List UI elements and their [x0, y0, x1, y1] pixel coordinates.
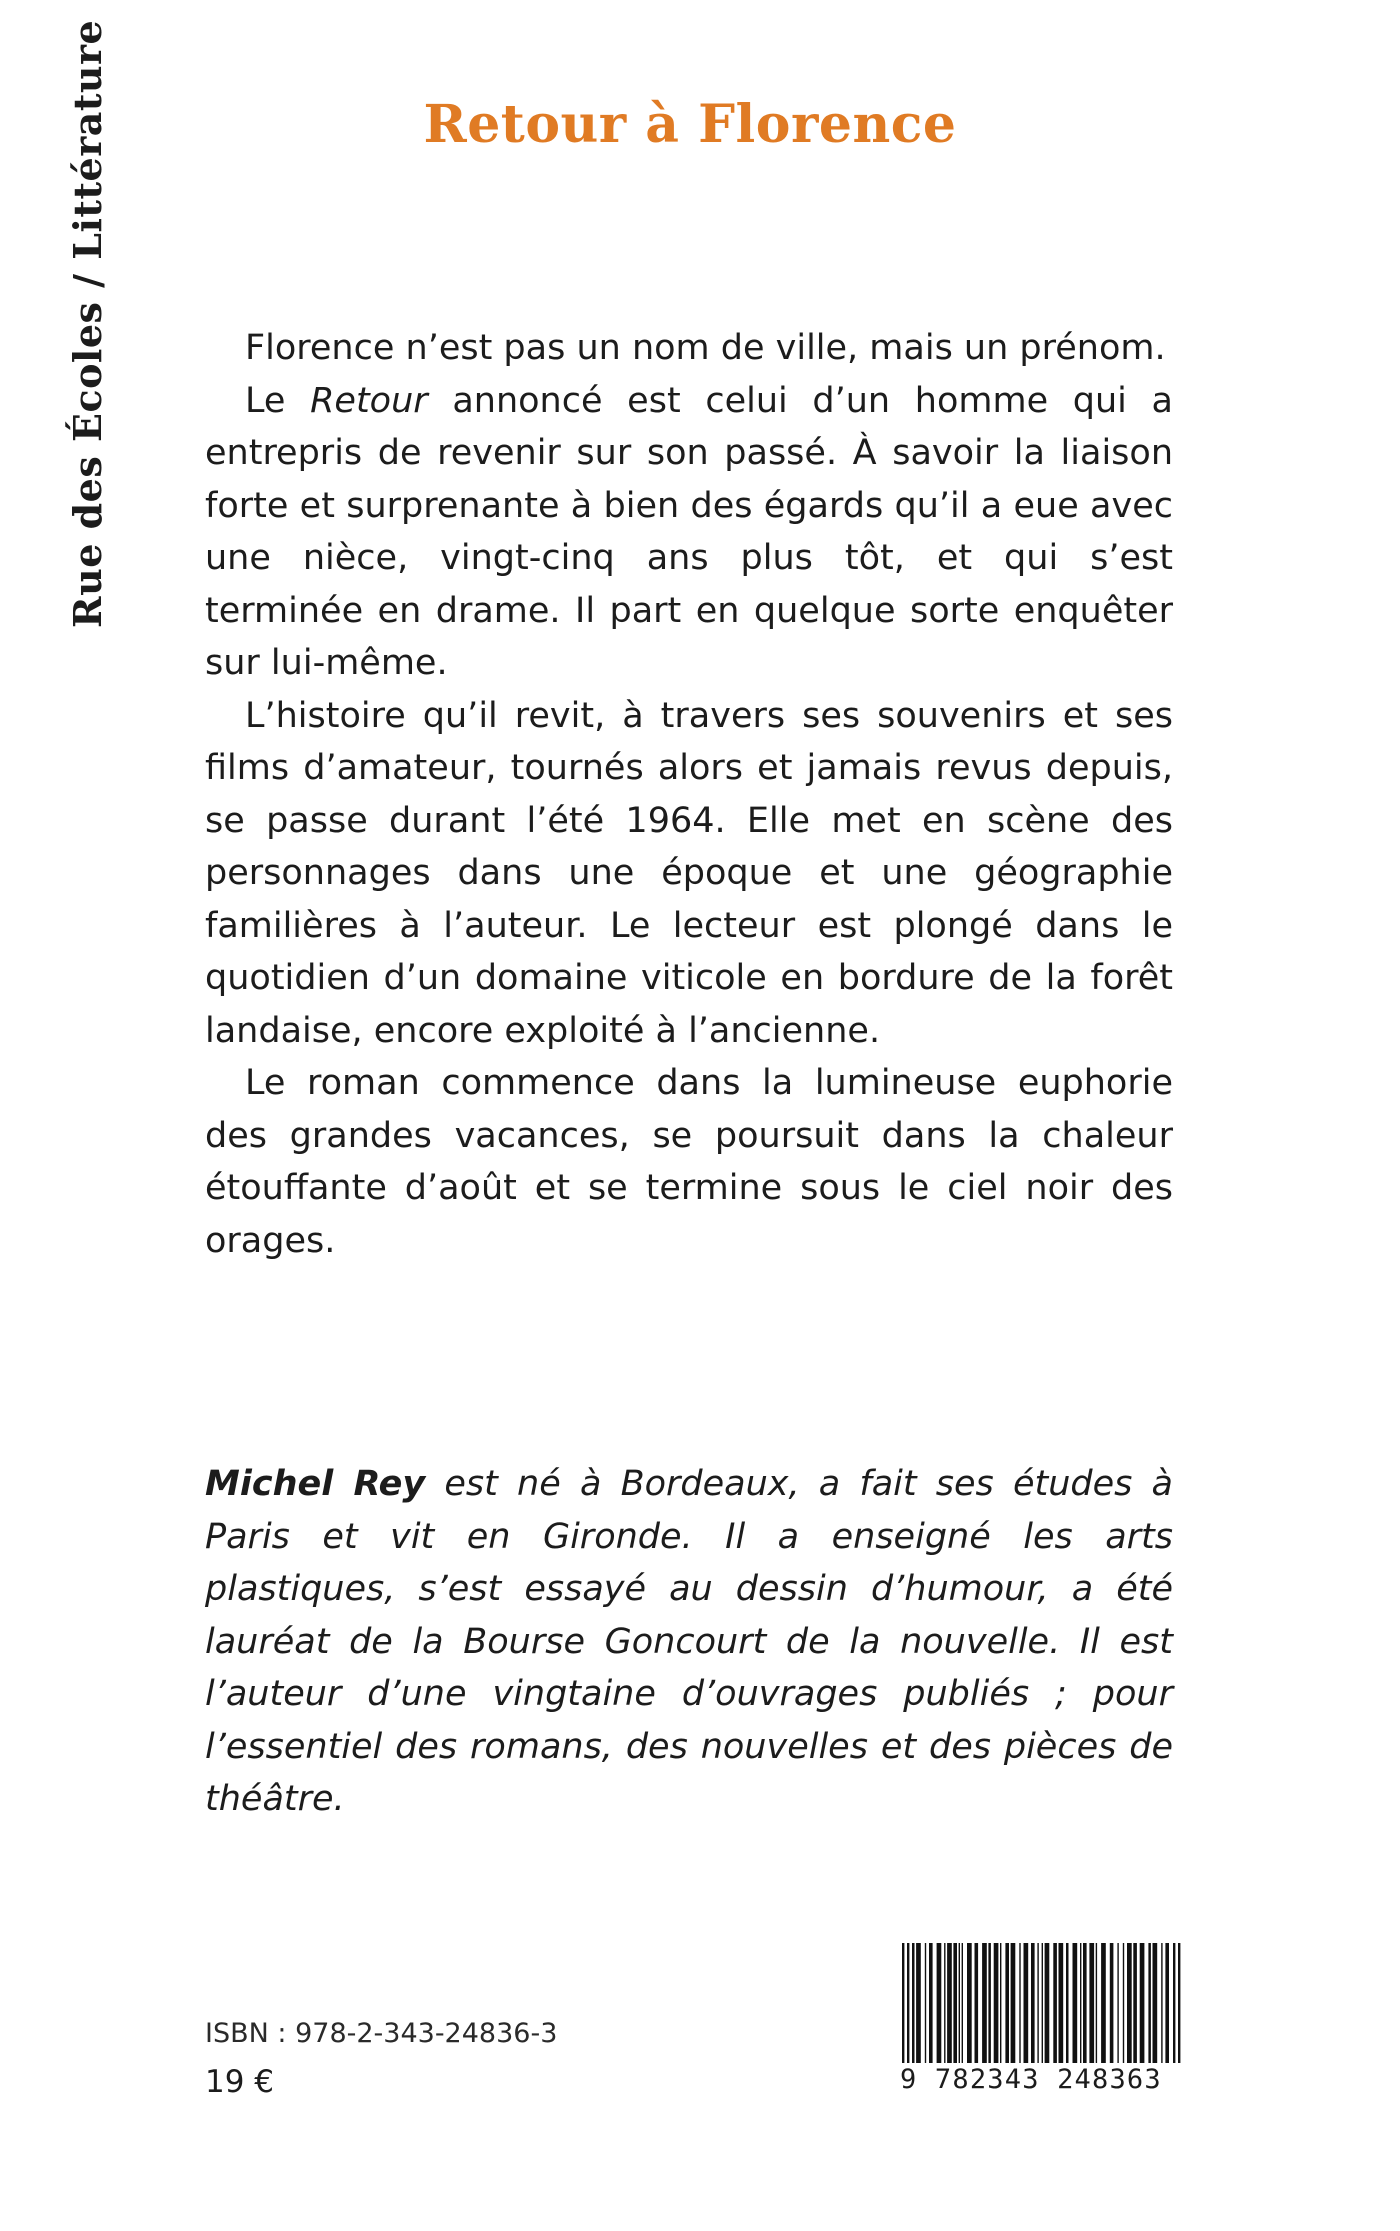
barcode-bar [1037, 1943, 1038, 2063]
blurb-paragraph-2-rest: annoncé est celui d’un homme qui a entrepris de revenir sur son passé. À savoir la liaison forte et surprenante à bien des égards qu’il a eue avec une nièce, vingt-cinq ans plus tôt, et qui s’est terminée en drame. Il part en quelque sorte enquêter sur lui-même. [205, 380, 1174, 683]
barcode-digits: 9 782343 248363 [898, 2063, 1190, 2097]
barcode-bar [1011, 1943, 1016, 2063]
blurb-paragraph-2-start: Le [245, 380, 311, 421]
isbn: ISBN : 978-2-343-24836-3 [205, 2018, 558, 2049]
barcode-bar [929, 1943, 933, 2063]
barcode-bar [1066, 1943, 1069, 2063]
blurb-paragraph-3: L’histoire qu’il revit, à travers ses souvenirs et ses films d’amateur, tournés alors et jamais revus depuis, se passe durant l’été 1964. Elle met en scène des personnages dans une époque et une géographie familières à l’auteur. Le lecteur est plongé dans le quotidien d’un domaine viticole en bordure de la forêt landaise, encore exploité à l’ancienne. [205, 695, 1173, 1051]
blurb-paragraph-1: Florence n’est pas un nom de ville, mais un prénom. [245, 328, 1166, 368]
barcode-bar [944, 1943, 945, 2063]
price: 19 € [205, 2064, 275, 2100]
barcode-bar [1080, 1943, 1081, 2063]
barcode-bar [1045, 1943, 1050, 2063]
blurb-retour-italic: Retour [310, 380, 428, 421]
barcode-bar [1024, 1943, 1029, 2063]
series-label: Rue des Écoles / Littérature [65, 19, 110, 628]
barcode-bar [1133, 1943, 1137, 2063]
barcode-bar [916, 1943, 921, 2063]
blurb [205, 322, 1173, 1267]
barcode-bar [937, 1943, 942, 2063]
barcode-bar [982, 1943, 987, 2063]
barcode-bar [1117, 1943, 1118, 2063]
barcode-bar [1140, 1943, 1145, 2063]
author-bio-text: est né à Bordeaux, a fait ses études à Paris et vit en Gironde. Il a enseigné les arts plastiques, s’est essayé au dessin d’humour, a été lauréat de la Bourse Goncourt de la nouvelle. Il est l’auteur d’une vingtaine d’ouvrages publiés ; pour l’essentiel des romans, des nouvelles et des pièces de théâtre. [205, 1464, 1173, 1819]
blurb-paragraph-4: Le roman commence dans la lumineuse euphorie des grandes vacances, se poursuit dans la chaleur étouffante d’août et se termine sous le ciel noir des orages. [205, 1063, 1173, 1261]
barcode-bar [1096, 1943, 1097, 2063]
barcode-bar [1123, 1943, 1124, 2063]
barcode-bar [1083, 1943, 1087, 2063]
barcode-bar [953, 1943, 957, 2063]
barcode-bar [925, 1943, 926, 2063]
barcode-bar [1148, 1943, 1151, 2063]
blurb-paragraph-2 [205, 375, 1173, 690]
barcode-bar [959, 1943, 960, 2063]
barcode-bar [962, 1943, 963, 2063]
barcode-bar [1153, 1943, 1158, 2063]
barcode [898, 1943, 1188, 2105]
barcode-bar [1042, 1943, 1043, 2063]
barcode-bar [988, 1943, 991, 2063]
barcode-bar [975, 1943, 979, 2063]
barcode-bar [1005, 1943, 1009, 2063]
author-name: Michel Rey [205, 1464, 426, 1504]
barcode-bar [1053, 1943, 1057, 2063]
barcode-bar [967, 1943, 972, 2063]
barcode-bar [1031, 1943, 1035, 2063]
barcode-bar [1101, 1943, 1106, 2063]
barcode-bar [1165, 1943, 1169, 2063]
barcode-bar [1019, 1943, 1020, 2063]
barcode-bar [947, 1943, 952, 2063]
author-bio [205, 1458, 1173, 1826]
barcode-bar [912, 1943, 915, 2063]
barcode-bar [1059, 1943, 1064, 2063]
barcode-bar [1073, 1943, 1078, 2063]
barcode-bar [1000, 1943, 1001, 2063]
barcode-bar [1161, 1943, 1162, 2063]
barcode-bar [994, 1943, 999, 2063]
barcode-bar [1110, 1943, 1114, 2063]
book-title: Retour à Florence [423, 94, 957, 155]
barcode-bar [1089, 1943, 1094, 2063]
barcode-bar [1127, 1943, 1132, 2063]
